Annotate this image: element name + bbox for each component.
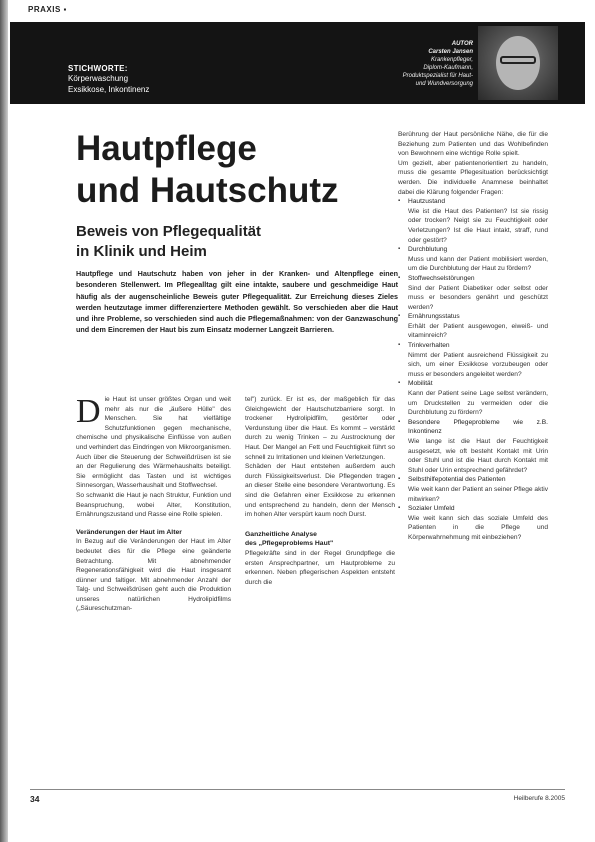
list-item-text: Wie weit kann der Patient an seiner Pflege aktiv mitwirken? [408, 485, 548, 503]
paragraph: Um gezielt, aber patientenorientiert zu handeln, muss die gesamte Pflegesituation berücksichtigt werden. Die individuelle Anamnese beinhaltet dabei die Klärung folgender Fragen: [398, 159, 548, 196]
lead-paragraph: Hautpflege und Hautschutz haben von jeher in der Kranken- und Altenpflege einen besonderen Stellenwert. Im Pflegealltag gilt eine intakte, saubere und geschmeidige Haut häufig als der augenscheinliche Beweis guter Pflegequalität. Zur Erreichung dieses Zieles werden heutzutage immer differenziertere Methoden gewählt. So verschieden aber die Haut und ihre Probleme, so verschieden sind auch die Pflegemaßnahmen: von der Ganzwaschung und dem Eincremen der Haut bis zum Einsatz moderner Langzeit Barrieren. [76, 269, 398, 335]
section-label-text: PRAXIS [28, 5, 61, 14]
keywords-title: STICHWORTE: [68, 64, 128, 73]
author-credit [343, 40, 473, 88]
list-item-title: Mobilität [408, 380, 433, 388]
subheading-analysis-line-1: Ganzheitliche Analyse [245, 530, 317, 538]
subtitle-line-1: Beweis von Pflegequalität [76, 223, 262, 240]
section-marker: ▪ [60, 5, 67, 14]
list-item-text: Muss und kann der Patient mobilisiert werden, um die Durchblutung der Haut zu fördern? [408, 255, 548, 273]
anamnesis-question-list [398, 197, 548, 542]
author-label: AUTOR [451, 41, 473, 47]
keyword-line-1: Körperwaschung [68, 74, 129, 83]
page-binding-edge [0, 0, 8, 842]
list-item [398, 504, 548, 542]
body-column-2 [245, 395, 395, 587]
paragraph: Pflegekräfte sind in der Regel Grundpflege die ersten Ansprechpartner, um Hautprobleme zu erkennen. Neben pflegerischen Aspekten entsteht durch die [245, 549, 395, 586]
body-column-3 [398, 130, 548, 543]
subtitle-line-2: in Klinik und Heim [76, 243, 207, 260]
paragraph: In Bezug auf die Veränderungen der Haut im Alter bedeutet dies für die Pflege eine geänderte Betrachtung. Mit abnehmender Regenerationsfähigkeit wird die Haut insgesamt dünner und faltiger. Mit abnehmender Anzahl der Talg- und Schweißdrüsen geht auch die Produktion unseres natürlichen Hydrolipidfilms („Säureschutzman- [76, 538, 231, 613]
keyword-line-2: Exsikkose, Inkontinenz [68, 85, 150, 94]
article-subtitle [76, 222, 261, 262]
list-item-text: Erhält der Patient ausgewogen, eiweiß- und vitaminreich? [408, 322, 548, 340]
list-item-title: Durchblutung [408, 246, 448, 254]
list-item [398, 312, 548, 341]
paragraph-intro [76, 395, 231, 491]
footer-divider [30, 789, 565, 790]
list-item [398, 197, 548, 245]
subheading-analysis-line-2: des „Pflegeproblems Haut" [245, 540, 334, 548]
page-number: 34 [30, 794, 40, 804]
list-item-text: Wie weit kann sich das soziale Umfeld des Patienten in die Pflege und Körperwahrnehmung mit einbeziehen? [408, 514, 548, 541]
list-item [398, 341, 548, 379]
list-item [398, 379, 548, 417]
paragraph-intro-text: ie Haut ist unser größtes Organ und weit mehr als nur die „äußere Hülle" des Menschen. Sie hat vielfältige Schutzfunktionen gegen mechanische, chemische und physikalische Einflüsse von außen und verhindert das Eindringen von Mikroorganismen. Auch über die Steuerung der Schweißdrüsen ist sie an der Regulierung des Wärmehaushalts beteiligt. Sie ermöglicht das Tasten und ist wichtiges Sinnesorgan, Wasserhaushalt und Stoffwechsel. [76, 396, 231, 490]
list-item-title: Stoffwechselstörungen [408, 274, 475, 282]
list-item-title: Sozialer Umfeld [408, 505, 455, 513]
author-photo [478, 26, 558, 100]
list-item [398, 274, 548, 312]
list-item-text: Wie ist die Haut des Patienten? Ist sie rissig oder trocken? Neigt sie zu Feuchtigkeit oder Verletzungen? Ist die Haut intakt, straff, rund oder gestört? [408, 207, 548, 244]
paragraph: Berührung der Haut persönliche Nähe, die für die Beziehung zum Patienten und das Wohlbefinden von Bewohnern eine wichtige Rolle spielt. [398, 131, 548, 158]
section-label [28, 5, 67, 14]
title-line-2: und Hautschutz [76, 171, 339, 210]
title-line-1: Hautpflege [76, 129, 257, 168]
list-item-title: Selbsthilfepotential des Patienten [408, 476, 506, 484]
list-item-text: Sind der Patient Diabetiker oder selbst oder muss er besonders genährt und geschützt werden? [408, 284, 548, 311]
body-column-1 [76, 395, 231, 614]
journal-issue: Heilberufe 8.2005 [513, 795, 565, 802]
paragraph: So schwankt die Haut je nach Struktur, Funktion und Beanspruchung, wobei Alter, Konstitution, Ernährungszustand und Rasse eine Rolle spielen. [76, 491, 231, 519]
list-item-title: Ernährungsstatus [408, 313, 460, 321]
list-item-text: Kann der Patient seine Lage selbst verändern, um Druckstellen zu vermeiden oder die Durchblutung zu fördern? [408, 390, 548, 417]
list-item-text: Nimmt der Patient ausreichend Flüssigkeit zu sich, um einer Exsikkose vorzubeugen oder muss er besonders angeleitet werden? [408, 351, 548, 378]
article-title [76, 128, 338, 212]
author-line-4: und Wundversorgung [415, 81, 473, 87]
author-line-1: Krankenpfleger, [430, 57, 473, 63]
dropcap: D [76, 393, 101, 430]
paragraph: Schäden der Haut entstehen außerdem auch durch Flüssigkeitsverlust. Die Pflegenden tragen an dieser Stelle eine besondere Verantwortung. Es sind die Gefahren einer Exsikkose zu erkennen und entsprechend zu handeln, denn der Mensch im hohen Alter verspürt kaum noch Durst. [245, 463, 395, 519]
author-line-3: Produktspezialist für Haut- [402, 73, 473, 79]
author-glasses [500, 56, 536, 64]
subheading-aging-skin: Veränderungen der Haut im Alter [76, 528, 182, 536]
list-item-title: Hautzustand [408, 198, 446, 206]
paragraph: tel") zurück. Er ist es, der maßgeblich für das Gleichgewicht der Hautschutzbarriere sorgt. In trockener Hydrolipidfilm, gestörter oder Verdunstung über die Haut. Es kommt – verstärkt durch zu wenig Trinken – zu Austrocknung der Haut. Der Mangel an Fett und Feuchtigkeit führt so schnell zu Irritationen und kleinen Verletzungen. [245, 396, 395, 461]
list-item-title: Besondere Pflegeprobleme wie z.B. Inkontinenz [408, 418, 548, 436]
author-name: Carsten Jansen [428, 49, 473, 55]
list-item-text: Wie lange ist die Haut der Feuchtigkeit ausgesetzt, wie oft besteht Kontakt mit Urin oder Stuhl und ist die Haut durch Kontakt mit Stuhl oder Urin entsprechend gefährdet? [408, 438, 548, 474]
list-item-title: Trinkverhalten [408, 342, 450, 350]
list-item [398, 418, 548, 476]
list-item [398, 245, 548, 274]
author-line-2: Diplom-Kaufmann, [423, 65, 473, 71]
list-item [398, 475, 548, 504]
